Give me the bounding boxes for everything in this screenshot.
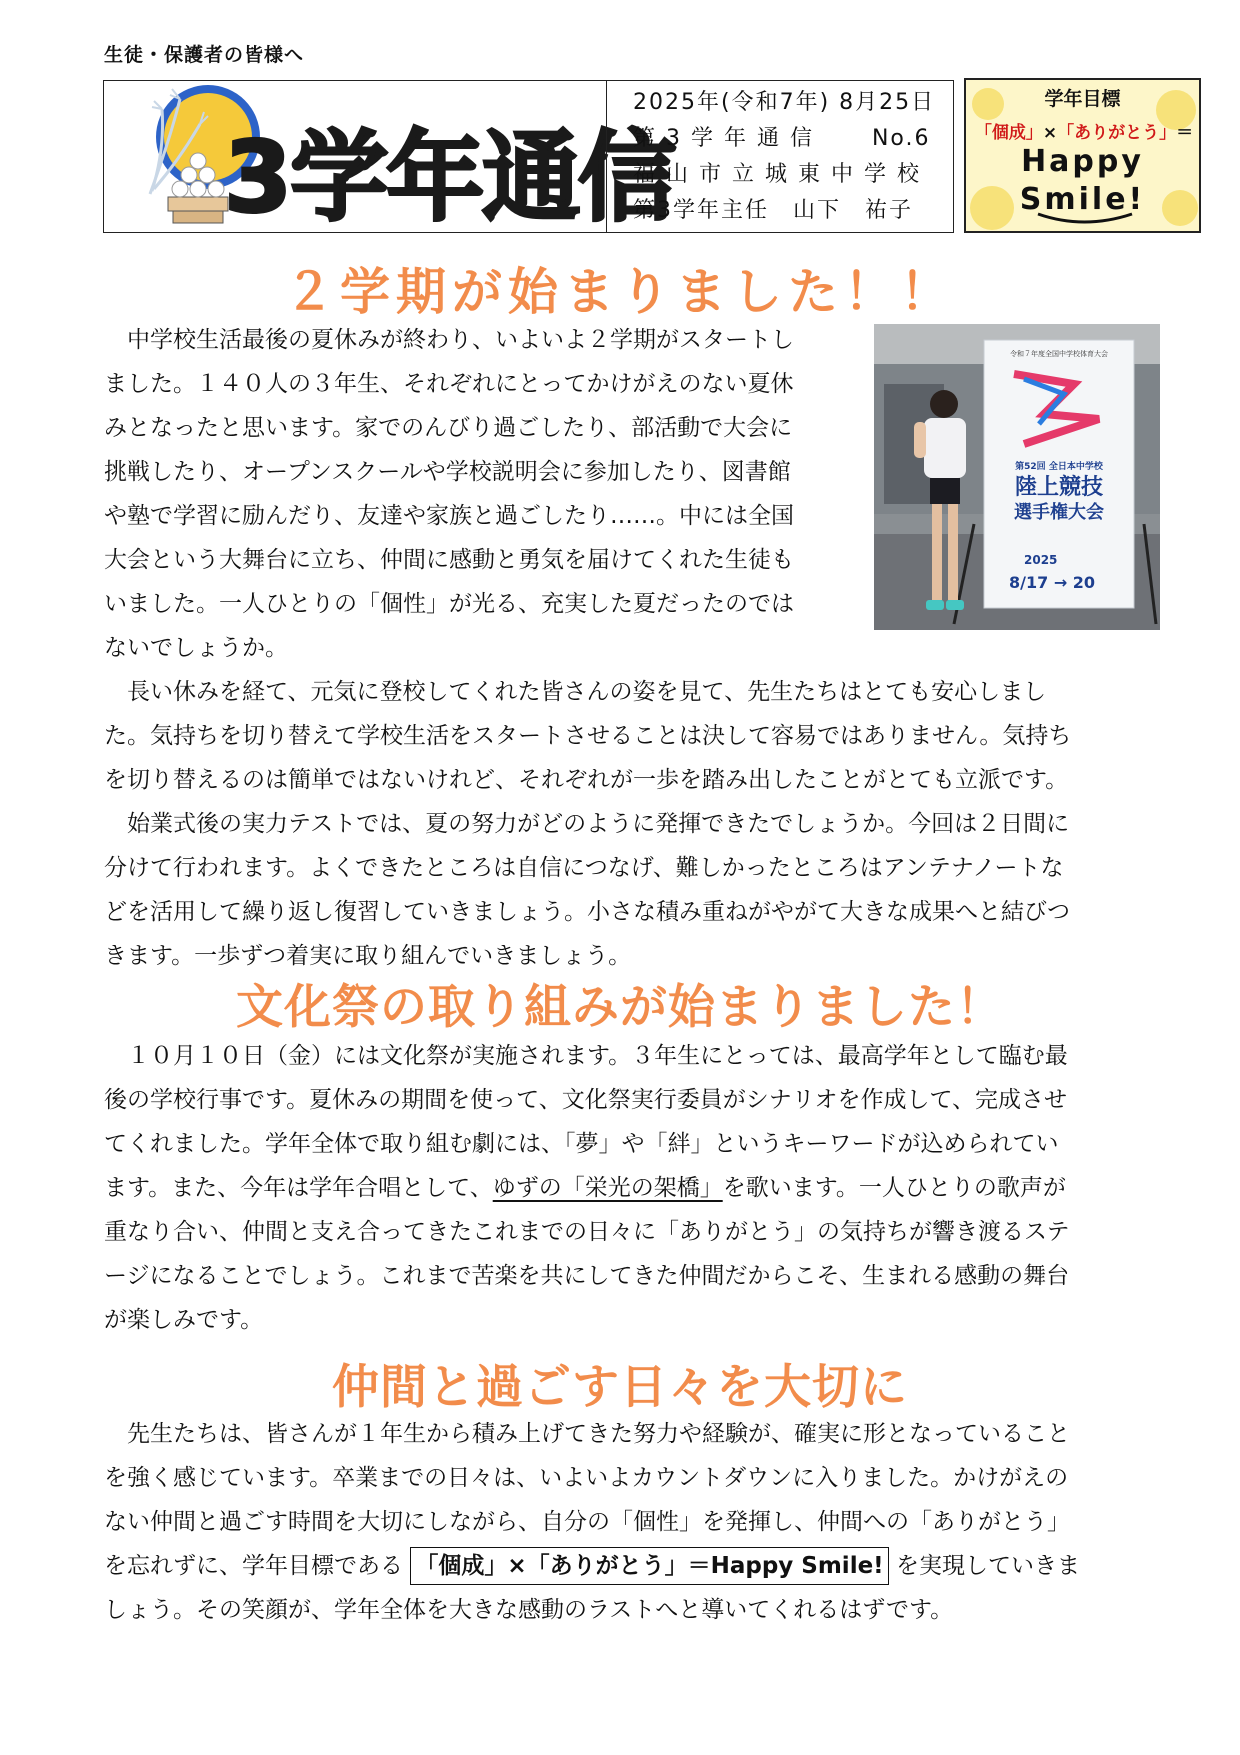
masthead-title: 3学年通信: [224, 121, 675, 235]
poster-title-line2: 選手権大会: [1014, 502, 1104, 523]
section3-paragraph: [104, 1412, 1150, 1632]
poster-top-text: 令和７年度全国中学校体育大会: [1010, 350, 1108, 358]
text-line: ない仲間と過ごす時間を大切にしながら、自分の「個性」を発揮し、仲間への「ありがとう」: [104, 1509, 1070, 1535]
goal-times: ×: [1042, 123, 1058, 143]
text-line: や塾で学習に励んだり、友達や家族と過ごしたり……。中には全国: [104, 503, 794, 529]
text-line: を強く感じています。卒業までの日々は、いよいよカウントダウンに入りました。かけがえの: [104, 1465, 1069, 1491]
text-line: が楽しみです。: [104, 1307, 264, 1333]
issue-info: [606, 81, 954, 232]
poster-dates: 8/17 → 20: [1009, 573, 1096, 592]
school-name: 福 山 市 立 城 東 中 学 校: [633, 162, 921, 187]
issue-label-text: 第 3 学 年 通 信: [633, 126, 814, 151]
text-line: 後の学校行事です。夏休みの期間を使って、文化祭実行委員がシナリオを作成して、完成させ: [104, 1087, 1068, 1113]
text-line: いました。一人ひとりの「個性」が光る、充実した夏だったのでは: [104, 591, 794, 617]
text-line: 長い休みを経て、元気に登校してくれた皆さんの姿を見て、先生たちはとても安心しまし: [104, 679, 1047, 705]
goal-line-pre: を忘れずに、学年目標である: [104, 1553, 411, 1579]
text-line: みとなったと思います。家でのんびり過ごしたり、部活動で大会に: [104, 415, 793, 441]
author-name: 第3学年主任 山下 祐子: [633, 198, 913, 223]
goal-line-post: を実現していきま: [888, 1553, 1080, 1579]
text-line: てくれました。学年全体で取り組む劇には、「夢」や「絆」というキーワードが込められてい: [104, 1131, 1059, 1157]
text-line: しょう。その笑顔が、学年全体を大きな感動のラストへと導いてくれるはずです。: [104, 1597, 954, 1623]
inline-goal-box: 「個成」×「ありがとう」＝Happy Smile!: [410, 1547, 888, 1585]
goal-part1: 「個成」: [974, 123, 1043, 143]
text-line: 分けて行われます。よくできたところは自信につなげ、難しかったところはアンテナノートな: [104, 855, 1064, 881]
text-line: どを活用して繰り返し復習していきましょう。小さな積み重ねがやがて大きな成果へと結びつ: [104, 899, 1070, 925]
section2-paragraph: [104, 1034, 1150, 1342]
text-line: 始業式後の実力テストでは、夏の努力がどのように発揮できたでしょうか。今回は２日間に: [104, 811, 1070, 837]
text-line: きます。一歩ずつ着実に取り組んでいきましょう。: [104, 943, 632, 969]
goal-formula: [970, 118, 1198, 143]
goal-equals: ＝: [1176, 123, 1194, 143]
text-line: ージになることでしょう。これまで苦楽を共にしてきた仲間だからこそ、生まれる感動の舞台: [104, 1263, 1070, 1289]
text-line-goal: [104, 1544, 1150, 1588]
text-line: た。気持ちを切り替えて学校生活をスタートさせることは決して容易ではありません。気持ち: [104, 723, 1072, 749]
text-line: 大会という大舞台に立ち、仲間に感動と勇気を届けてくれた生徒も: [104, 547, 794, 573]
goal-happy: Happy: [1021, 144, 1144, 179]
text-line: 重なり合い、仲間と支え合ってきたこれまでの日々に「ありがとう」の気持ちが響き渡るステ: [104, 1219, 1070, 1245]
text-line: 挑戦したり、オープンスクールや学校説明会に参加したり、図書館: [104, 459, 791, 485]
text-line: を切り替えるのは簡単ではないけれど、それぞれが一歩を踏み出したことがとても立派です。: [104, 767, 1069, 793]
grade-goal-box: [964, 78, 1201, 233]
section1-paragraph1: [104, 318, 864, 670]
song-title: ゆずの「栄光の架橋」: [492, 1175, 723, 1201]
newsletter-header: [103, 80, 954, 233]
text-line-song: [104, 1166, 1150, 1210]
goal-smile: Smile!: [1019, 182, 1146, 217]
masthead-area: [104, 81, 675, 235]
issue-date: 2025年(令和7年) 8月25日: [633, 90, 936, 115]
text-line: 先生たちは、皆さんが１年生から積み上げてきた努力や経験が、確実に形となっていること: [104, 1421, 1070, 1447]
text-line: 中学校生活最後の夏休みが終わり、いよいよ２学期がスタートし: [104, 327, 794, 353]
addressee: 生徒・保護者の皆様へ: [104, 44, 305, 66]
section1-paragraph2: [104, 670, 1150, 978]
poster-title-line1: 陸上競技: [1014, 475, 1104, 500]
text-line: ました。１４０人の３年生、それぞれにとってかけがえのない夏休: [104, 371, 794, 397]
section-heading-second-term: ２学期が始まりました！！: [284, 263, 956, 321]
section-heading-friends: 仲間と過ごす日々を大切に: [332, 1360, 908, 1415]
goal-part2: 「ありがとう」: [1057, 123, 1177, 143]
song-line-post: を歌います。一人ひとりの歌声が: [722, 1175, 1066, 1201]
issue-label: [633, 121, 931, 152]
text-line: ないでしょうか。: [104, 635, 288, 661]
poster-year: 2025: [1024, 553, 1058, 567]
song-line-pre: ます。また、今年は学年合唱として、: [104, 1175, 493, 1201]
section-heading-culture-festival: 文化祭の取り組みが始まりました！: [236, 980, 1004, 1035]
poster-event-number: 第52回 全日本中学校: [1015, 462, 1103, 472]
goal-heading: 学年目標: [1044, 88, 1121, 110]
track-meet-photo: [874, 324, 1160, 630]
issue-number: No.6: [871, 126, 931, 151]
text-line: １０月１０日（金）には文化祭が実施されます。３年生にとっては、最高学年として臨む最: [104, 1043, 1068, 1069]
